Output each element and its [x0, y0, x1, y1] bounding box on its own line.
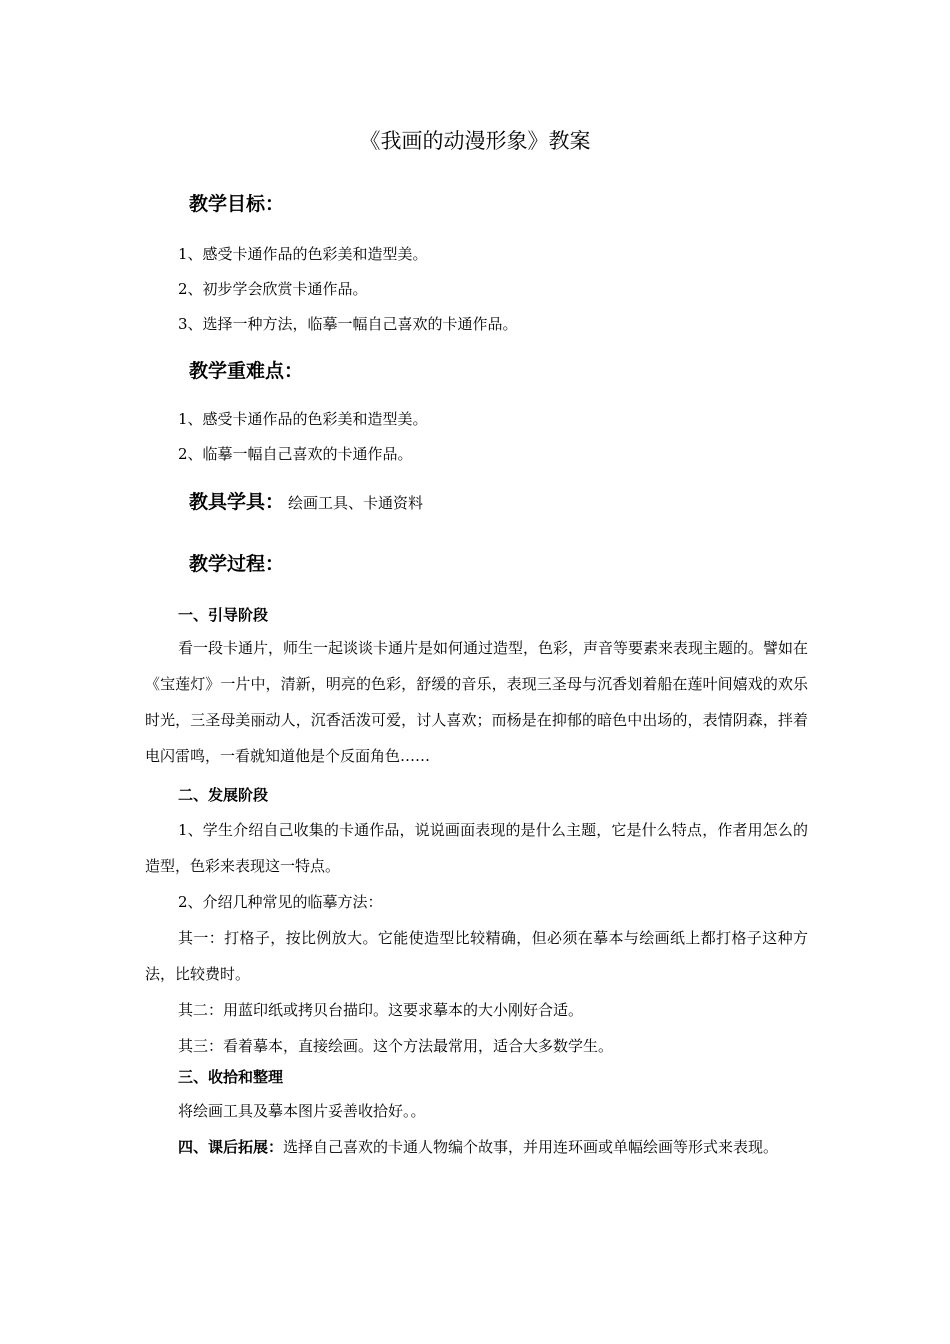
- key-points-heading: 教学重难点：: [189, 360, 304, 382]
- key-point-item-2: 2、临摹一幅自己喜欢的卡通作品。: [178, 445, 413, 463]
- tools-section: [189, 488, 423, 517]
- stage4-text: 选择自己喜欢的卡通人物编个故事，并用连环画或单幅绘画等形式来表现。: [283, 1138, 779, 1156]
- objective-item-2: 2、初步学会欣赏卡通作品。: [178, 280, 368, 298]
- objective-item-1: 1、感受卡通作品的色彩美和造型美。: [178, 245, 428, 263]
- stage2-heading: 二、发展阶段: [178, 786, 269, 804]
- stage2-paragraph-3: 其一：打格子，按比例放大。它能使造型比较精确，但必须在摹本与绘画纸上都打格子这种方法，比较费时。: [145, 929, 808, 983]
- stage3-heading: 三、收拾和整理: [178, 1068, 284, 1086]
- objective-item-3: 3、选择一种方法，临摹一幅自己喜欢的卡通作品。: [178, 315, 518, 333]
- process-heading: 教学过程：: [189, 553, 285, 575]
- stage2-paragraph-1: 1、学生介绍自己收集的卡通作品，说说画面表现的是什么主题，它是什么特点，作者用怎么的造型，色彩来表现这一特点。: [145, 821, 808, 875]
- tools-value: 绘画工具、卡通资料: [288, 494, 424, 512]
- tools-heading: 教具学具：: [189, 491, 285, 513]
- page-title: 《我画的动漫形象》教案: [359, 129, 591, 153]
- stage4-paragraph: [145, 1129, 808, 1165]
- objectives-heading: 教学目标：: [189, 193, 285, 215]
- stage1-paragraph: 看一段卡通片，师生一起谈谈卡通片是如何通过造型，色彩，声音等要素来表现主题的。譬如在《宝莲灯》一片中，清新，明亮的色彩，舒缓的音乐，表现三圣母与沉香划着船在莲叶间嬉戏的欢乐时光，三圣母美丽动人，沉香活泼可爱，讨人喜欢；而杨是在抑郁的暗色中出场的，表情阴森，拌着电闪雷鸣，一看就知道他是个反面角色……: [145, 639, 809, 765]
- stage2-paragraph-5: 其三：看着摹本，直接绘画。这个方法最常用，适合大多数学生。: [178, 1037, 614, 1055]
- stage3-paragraph: 将绘画工具及摹本图片妥善收拾好。。: [178, 1102, 426, 1120]
- stage1-heading: 一、引导阶段: [178, 606, 269, 624]
- key-point-item-1: 1、感受卡通作品的色彩美和造型美。: [178, 410, 428, 428]
- stage2-paragraph-2: 2、介绍几种常见的临摹方法：: [178, 893, 383, 911]
- stage4-heading: 四、课后拓展：: [178, 1138, 284, 1156]
- stage2-paragraph-4: 其二：用蓝印纸或拷贝台描印。这要求摹本的大小刚好合适。: [178, 1001, 584, 1019]
